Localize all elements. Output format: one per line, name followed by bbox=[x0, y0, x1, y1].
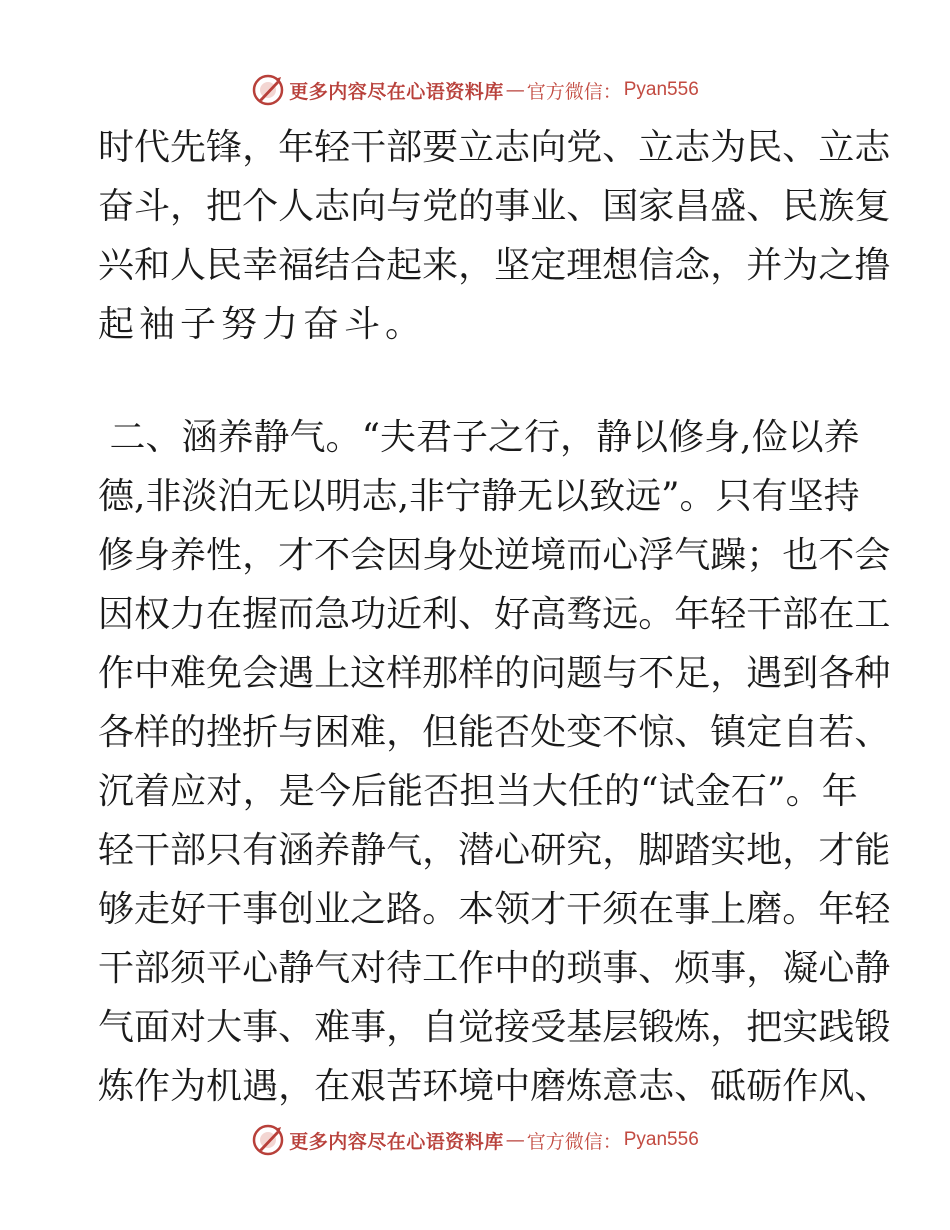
header-wechat-label: 官方微信： bbox=[526, 80, 622, 103]
text-line: 够 走 好 干 事 创 业 之 路 。 本 领 才 干 须 在 事 上 磨 。 年 轻 bbox=[98, 889, 891, 930]
text-line: 作 中 难 免 会 遇 上 这 样 那 样 的 问 题 与 不 足 ， 遇 到 各 种 bbox=[98, 653, 891, 694]
header-watermark bbox=[0, 70, 950, 110]
paragraph-1 bbox=[98, 118, 891, 354]
text-line: 奋 斗 ， 把 个 人 志 向 与 党 的 事 业 、 国 家 昌 盛 、 民 族 复 bbox=[98, 186, 891, 227]
quill-seal-icon bbox=[251, 73, 285, 107]
text-line: 兴 和 人 民 幸 福 结 合 起 来 ， 坚 定 理 想 信 念 ， 并 为 之 撸 bbox=[98, 245, 891, 286]
text-line: 时 代 先 锋 ， 年 轻 干 部 要 立 志 向 党 、 立 志 为 民 、 立 志 bbox=[98, 127, 891, 168]
footer-wechat-label: 官方微信： bbox=[526, 1130, 622, 1153]
text-line: 德 , 非 淡 泊 无 以 明 志 , 非 宁 静 无 以 致 远 ” 。 只 有 坚 持 bbox=[98, 476, 860, 517]
text-line: 起袖子努力奋斗。 bbox=[98, 304, 427, 345]
text-line: 干 部 须 平 心 静 气 对 待 工 作 中 的 琐 事 、 烦 事 ， 凝 心 静 bbox=[98, 948, 891, 989]
quill-seal-icon bbox=[251, 1123, 285, 1157]
text-line: 修 身 养 性 ， 才 不 会 因 身 处 逆 境 而 心 浮 气 躁 ； 也 不 会 bbox=[98, 535, 891, 576]
document-body bbox=[98, 118, 891, 1116]
text-line: 炼 作 为 机 遇 ， 在 艰 苦 环 境 中 磨 炼 意 志 、 砥 砺 作 风 、 bbox=[98, 1066, 891, 1107]
footer-dash: — bbox=[505, 1129, 525, 1151]
text-line: 轻 干 部 只 有 涵 养 静 气 ， 潜 心 研 究 ， 脚 踏 实 地 ， 才 能 bbox=[98, 830, 891, 871]
header-wechat-id: Pyan556 bbox=[623, 79, 699, 100]
text-line: 二 、 涵 养 静 气 。 “ 夫 君 子 之 行 ， 静 以 修 身 , 俭 以 养 bbox=[109, 417, 860, 458]
header-brand-text: 更多内容尽在心语资料库 bbox=[289, 80, 504, 103]
footer-watermark bbox=[0, 1120, 950, 1160]
footer-wechat-id: Pyan556 bbox=[623, 1129, 699, 1150]
paragraph-2 bbox=[98, 408, 891, 1116]
header-dash: — bbox=[505, 79, 525, 101]
text-line: 气 面 对 大 事 、 难 事 ， 自 觉 接 受 基 层 锻 炼 ， 把 实 践 锻 bbox=[98, 1007, 891, 1048]
text-line: 沉 着 应 对 ， 是 今 后 能 否 担 当 大 任 的 “ 试 金 石 ” 。 年 bbox=[98, 771, 858, 812]
text-line: 各 样 的 挫 折 与 困 难 ， 但 能 否 处 变 不 惊 、 镇 定 自 若 、 bbox=[98, 712, 891, 753]
text-line: 因 权 力 在 握 而 急 功 近 利 、 好 高 骛 远 。 年 轻 干 部 在 工 bbox=[98, 594, 891, 635]
footer-brand-text: 更多内容尽在心语资料库 bbox=[289, 1130, 504, 1153]
